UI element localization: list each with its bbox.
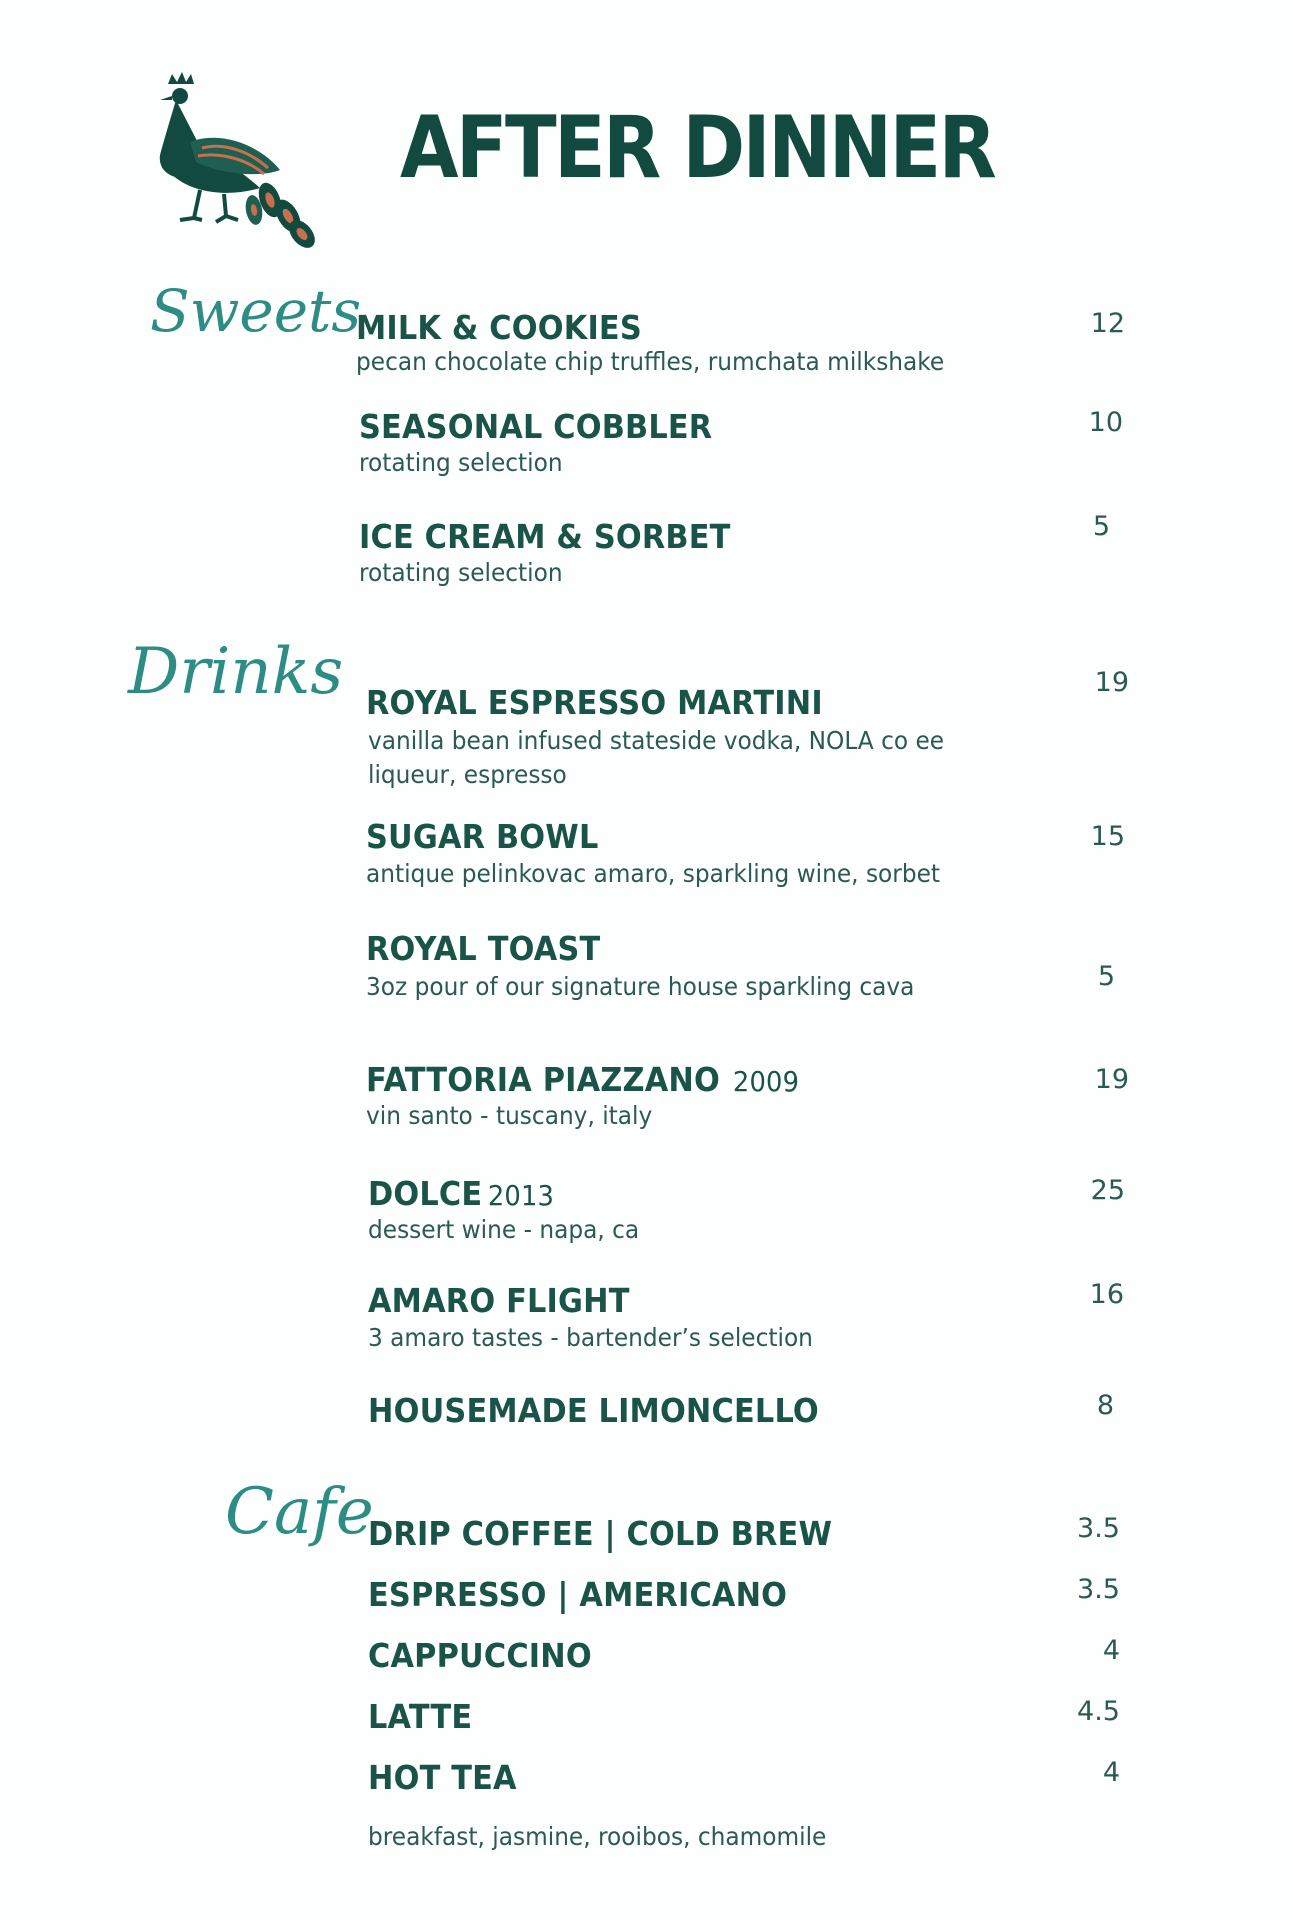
- item-name-hot-tea: HOT TEA: [368, 1758, 517, 1797]
- item-price-royal-toast: 5: [1097, 961, 1115, 992]
- item-name-fattoria-piazzano: FATTORIA PIAZZANO 2009: [366, 1060, 800, 1099]
- item-price-hot-tea: 4: [1102, 1757, 1120, 1788]
- item-desc-royal-espresso-martini: vanilla bean infused stateside vodka, NOLA co ee liqueur, espresso: [368, 726, 945, 789]
- item-name-housemade-limoncello: HOUSEMADE LIMONCELLO: [368, 1391, 819, 1430]
- item-name-amaro-flight: AMARO FLIGHT: [368, 1281, 630, 1320]
- item-name-royal-toast: ROYAL TOAST: [366, 929, 601, 968]
- item-price-amaro-flight: 16: [1089, 1279, 1124, 1310]
- item-desc-ice-cream-sorbet: rotating selection: [359, 558, 563, 587]
- item-name-latte: LATTE: [368, 1697, 473, 1736]
- item-desc-seasonal-cobbler: rotating selection: [359, 448, 563, 477]
- item-name-espresso-americano: ESPRESSO | AMERICANO: [368, 1575, 788, 1614]
- item-price-housemade-limoncello: 8: [1096, 1390, 1114, 1421]
- item-desc-dolce: dessert wine - napa, ca: [368, 1215, 640, 1244]
- item-name-royal-espresso-martini: ROYAL ESPRESSO MARTINI: [366, 683, 823, 722]
- item-price-fattoria-piazzano: 19: [1094, 1064, 1129, 1095]
- item-price-dolce: 25: [1090, 1175, 1125, 1206]
- item-price-drip-coffee: 3.5: [1077, 1513, 1120, 1544]
- item-price-cappuccino: 4: [1102, 1635, 1120, 1666]
- item-desc-sugar-bowl: antique pelinkovac amaro, sparkling wine, sorbet: [366, 859, 941, 888]
- item-desc-royal-toast: 3oz pour of our signature house sparkling cava: [366, 972, 915, 1001]
- item-year-fattoria-piazzano: 2009: [732, 1065, 800, 1098]
- item-name-ice-cream-sorbet: ICE CREAM & SORBET: [359, 517, 731, 556]
- item-price-ice-cream-sorbet: 5: [1092, 511, 1110, 542]
- section-label-drinks: Drinks: [128, 635, 344, 709]
- item-desc-amaro-flight: 3 amaro tastes - bartender’s selection: [368, 1323, 813, 1352]
- item-desc-fattoria-piazzano: vin santo - tuscany, italy: [366, 1101, 653, 1130]
- menu-title: AFTER DINNER: [400, 98, 995, 198]
- item-price-sugar-bowl: 15: [1090, 821, 1125, 852]
- section-label-cafe: Cafe: [225, 1475, 374, 1549]
- item-name-sugar-bowl: SUGAR BOWL: [366, 817, 599, 856]
- item-name-dolce: DOLCE 2013: [368, 1174, 555, 1213]
- item-price-milk-cookies: 12: [1090, 308, 1125, 339]
- item-desc-milk-cookies: pecan chocolate chip truffles, rumchata milkshake: [356, 347, 945, 376]
- item-name-seasonal-cobbler: SEASONAL COBBLER: [359, 407, 713, 446]
- item-price-royal-espresso-martini: 19: [1094, 667, 1129, 698]
- item-price-seasonal-cobbler: 10: [1088, 407, 1123, 438]
- item-name-drip-coffee: DRIP COFFEE | COLD BREW: [368, 1514, 833, 1553]
- item-year-dolce: 2013: [487, 1179, 555, 1212]
- item-name-cappuccino: CAPPUCCINO: [368, 1636, 592, 1675]
- peacock-logo-icon: [150, 70, 320, 250]
- item-name-milk-cookies: MILK & COOKIES: [356, 308, 642, 347]
- item-price-latte: 4.5: [1077, 1696, 1120, 1727]
- item-price-espresso-americano: 3.5: [1077, 1574, 1120, 1605]
- item-desc-hot-tea: breakfast, jasmine, rooibos, chamomile: [368, 1822, 827, 1851]
- section-label-sweets: Sweets: [150, 277, 362, 345]
